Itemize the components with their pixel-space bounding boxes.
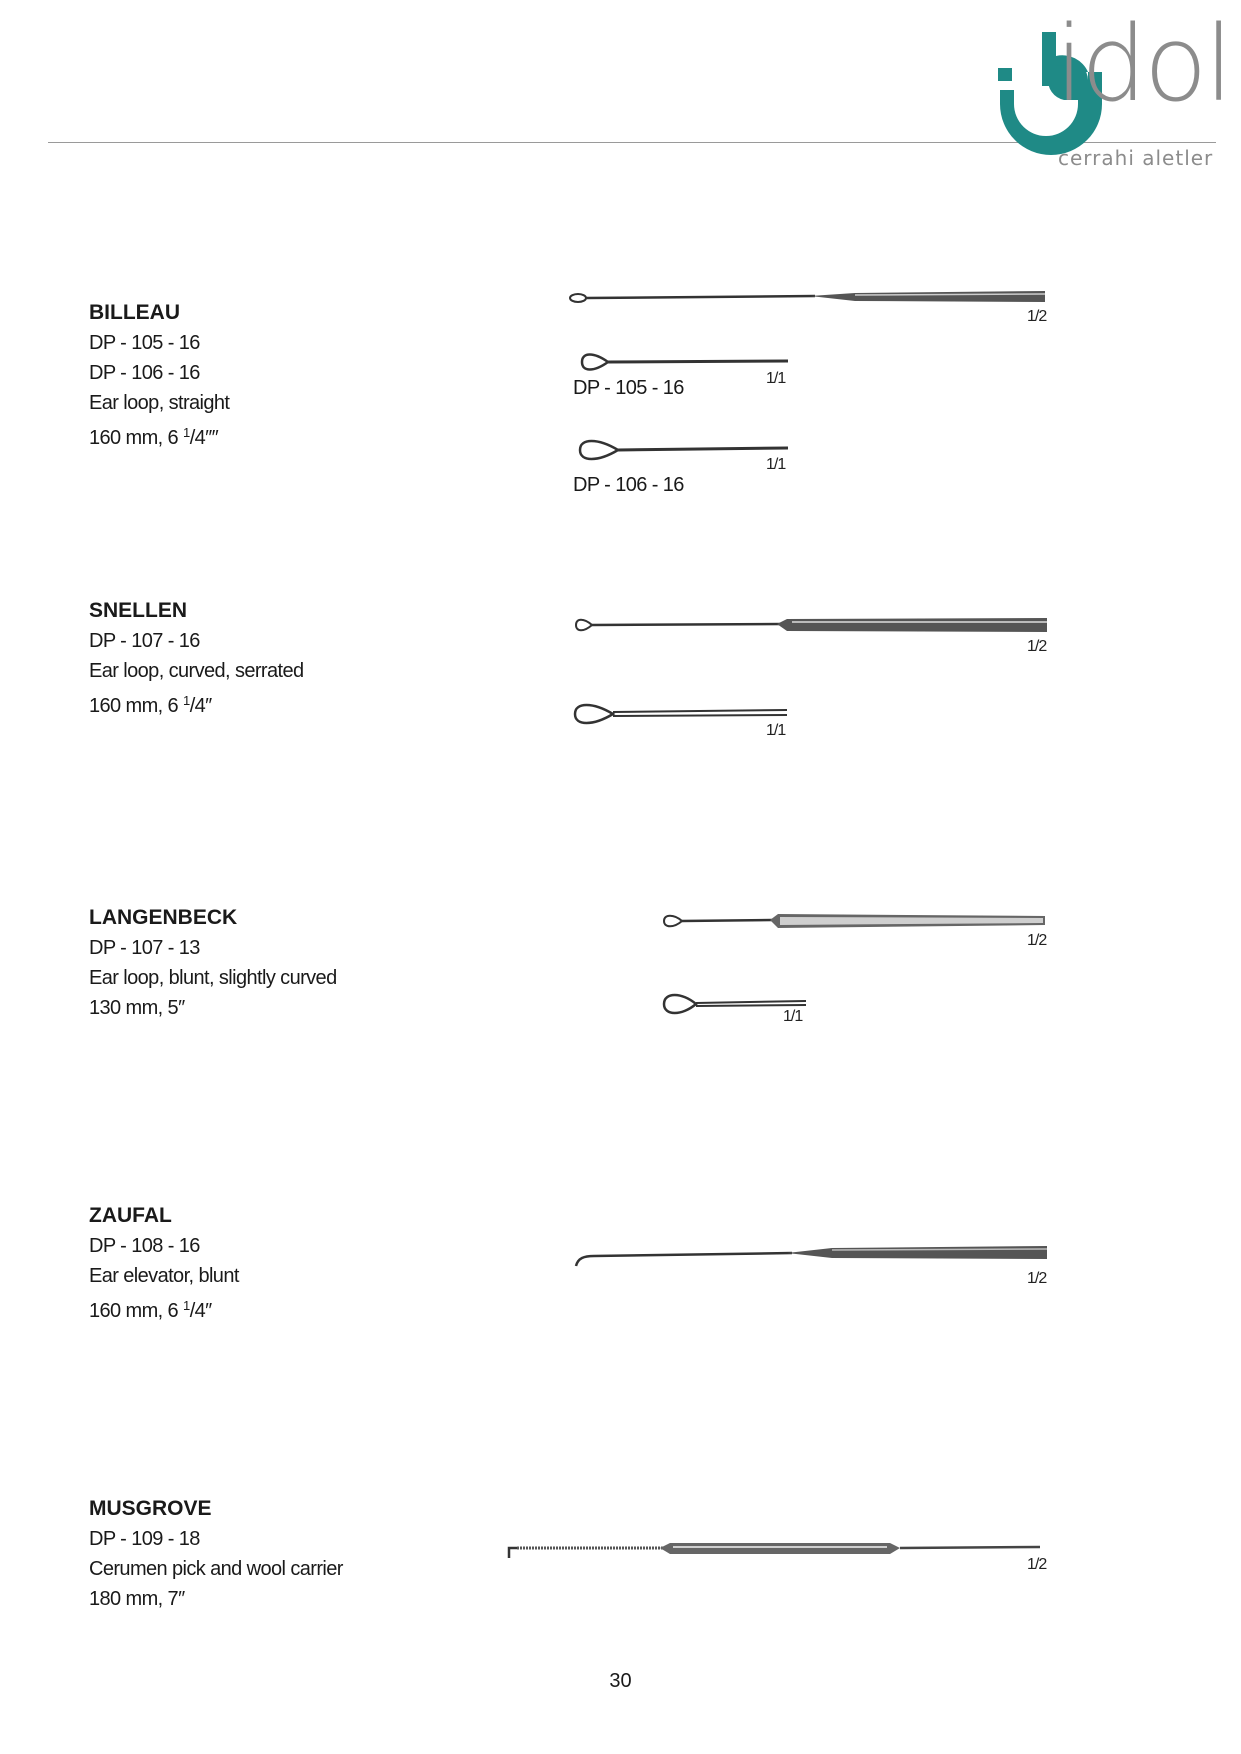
figure-code: DP - 106 - 16 — [573, 474, 684, 496]
langenbeck-instrument-half-scale-icon — [660, 908, 1050, 934]
snellen-detail-icon — [571, 700, 791, 728]
scale-label: 1/2 — [1027, 638, 1047, 655]
product-code: DP - 107 - 13 — [89, 937, 200, 959]
product-code: DP - 107 - 16 — [89, 630, 200, 652]
product-size: 160 mm, 6 $^1$/4″″ — [89, 425, 219, 449]
product-code: DP - 109 - 18 — [89, 1528, 200, 1550]
musgrove-instrument-half-scale-icon — [505, 1534, 1045, 1564]
product-size: 180 mm, 7″ — [89, 1588, 185, 1610]
scale-label: 1/1 — [766, 370, 786, 387]
page-number: 30 — [609, 1670, 632, 1692]
product-name: BILLEAU — [89, 301, 180, 324]
scale-label: 1/1 — [766, 722, 786, 739]
product-description: Ear elevator, blunt — [89, 1265, 239, 1287]
product-name: MUSGROVE — [89, 1497, 212, 1520]
scale-label: 1/2 — [1027, 932, 1047, 949]
product-description: Cerumen pick and wool carrier — [89, 1558, 343, 1580]
billeau-106-detail-icon — [574, 436, 794, 464]
product-size: 160 mm, 6 $^1$/4″ — [89, 693, 212, 717]
product-zaufal — [89, 1201, 239, 1326]
product-code: DP - 108 - 16 — [89, 1235, 200, 1257]
scale-label: 1/2 — [1027, 1556, 1047, 1573]
product-name: SNELLEN — [89, 599, 188, 622]
product-description: Ear loop, straight — [89, 392, 230, 414]
brand-subtitle: cerrahi aletler — [1058, 146, 1214, 170]
billeau-105-detail-icon — [574, 350, 794, 374]
product-musgrove — [89, 1494, 343, 1614]
scale-label: 1/1 — [783, 1008, 803, 1025]
product-name: ZAUFAL — [89, 1204, 172, 1227]
scale-label: 1/1 — [766, 456, 786, 473]
product-snellen — [89, 596, 304, 721]
figure-code: DP - 105 - 16 — [573, 377, 684, 399]
product-name: LANGENBECK — [89, 906, 238, 929]
billeau-instrument-half-scale-icon — [565, 284, 1055, 314]
product-size: 160 mm, 6 $^1$/4″ — [89, 1298, 212, 1322]
product-langenbeck — [89, 903, 337, 1023]
product-description: Ear loop, curved, serrated — [89, 660, 304, 682]
product-code: DP - 106 - 16 — [89, 362, 200, 384]
zaufal-instrument-half-scale-icon — [572, 1240, 1052, 1270]
scale-label: 1/2 — [1027, 308, 1047, 325]
product-size: 130 mm, 5″ — [89, 997, 185, 1019]
brand-wordmark: idol — [1055, 3, 1231, 125]
product-code: DP - 105 - 16 — [89, 332, 200, 354]
snellen-instrument-half-scale-icon — [572, 612, 1052, 638]
product-billeau — [89, 298, 229, 453]
product-description: Ear loop, blunt, slightly curved — [89, 967, 337, 989]
scale-label: 1/2 — [1027, 1270, 1047, 1287]
